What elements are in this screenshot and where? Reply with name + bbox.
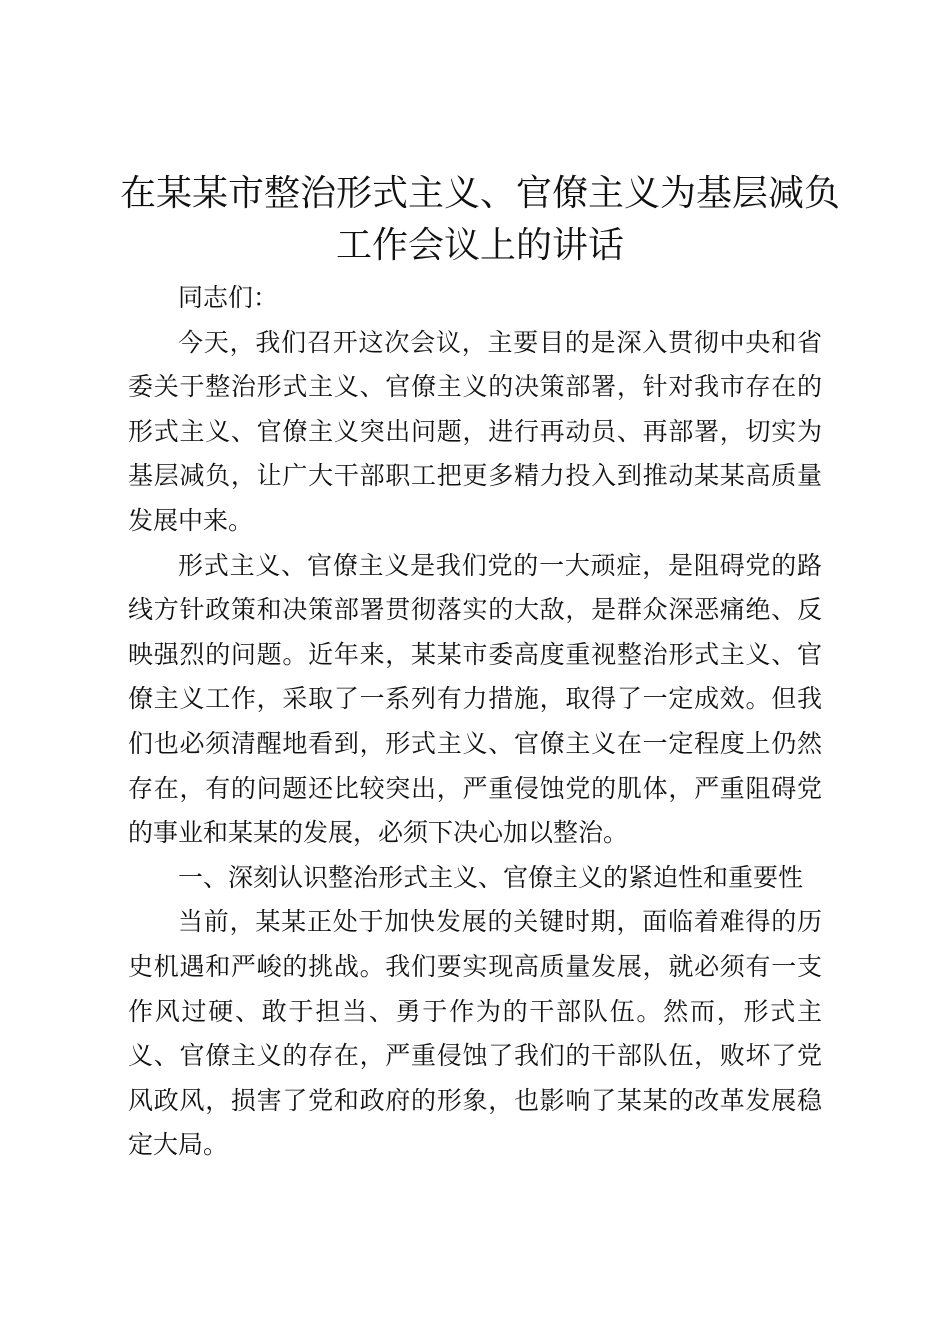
title-line-2: 工作会议上的讲话: [335, 225, 624, 266]
paragraph-1: 今天，我们召开这次会议，主要目的是深入贯彻中央和省委关于整治形式主义、官僚主义的决策部署，针对我市存在的形式主义、官僚主义突出问题，进行再动员、再部署，切实为基层减负，让广大干部职工把更多精力投入到推动某某高质量发展中来。: [128, 327, 822, 535]
document-title: [120, 168, 840, 272]
document-body: [128, 276, 822, 1168]
salutation: 同志们：: [178, 283, 279, 312]
section-heading-1: 一、深刻认识整治形式主义、官僚主义的紧迫性和重要性: [178, 862, 804, 892]
section-paragraph-1: 当前，某某正处于加快发展的关键时期，面临着难得的历史机遇和严峻的挑战。我们要实现高质量发展，就必须有一支作风过硬、敢于担当、勇于作为的干部队伍。然而，形式主义、官僚主义的存在，严重侵蚀了我们的干部队伍，败坏了党风政风，损害了党和政府的形象，也影响了某某的改革发展稳定大局。: [128, 907, 822, 1160]
paragraph-2: 形式主义、官僚主义是我们党的一大顽症，是阻碍党的路线方针政策和决策部署贯彻落实的大敌，是群众深恶痛绝、反映强烈的问题。近年来，某某市委高度重视整治形式主义、官僚主义工作，采取了一系列有力措施，取得了一定成效。但我们也必须清醒地看到，形式主义、官僚主义在一定程度上仍然存在，有的问题还比较突出，严重侵蚀党的肌体，严重阻碍党的事业和某某的发展，必须下决心加以整治。: [128, 550, 822, 848]
title-line-1: 在某某市整治形式主义、官僚主义为基层减负: [120, 173, 841, 214]
